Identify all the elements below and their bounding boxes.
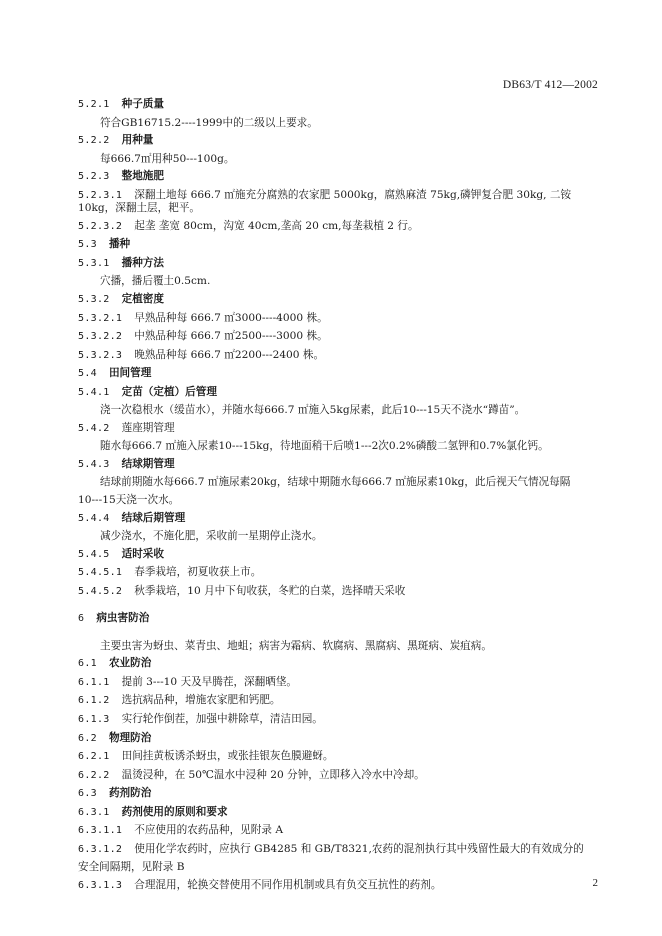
page-number: 2 <box>592 877 598 889</box>
clause-number: 5.2.3.2 <box>78 220 123 232</box>
numbered-clause <box>78 676 598 690</box>
clause-number: 5.4.5 <box>78 548 110 560</box>
clause-number: 6.1.3 <box>78 714 110 725</box>
clause-number: 6.1.2 <box>78 695 110 707</box>
body-paragraph <box>78 640 598 653</box>
clause-number: 5.3.2.2 <box>78 331 123 343</box>
numbered-clause <box>78 312 598 326</box>
clause-heading <box>78 257 598 271</box>
numbered-clause <box>78 769 598 783</box>
clause-number: 6 <box>78 613 85 625</box>
body-paragraph <box>78 530 598 543</box>
clause-heading <box>78 512 598 526</box>
numbered-clause <box>78 566 598 580</box>
section-spacer <box>78 603 598 612</box>
clause-number: 5.2.3.1 <box>78 189 123 201</box>
clause-title: 病虫害防治 <box>96 612 150 625</box>
paragraph-text: 随水每666.7 ㎡施入尿素10---15kg，待地面稍干后喷1---2次0.2%磷酸二氢钾和0.7%氯化钙。 <box>100 440 549 453</box>
numbered-clause <box>78 694 598 708</box>
clause-text: 春季栽培，初夏收获上市。 <box>134 566 262 579</box>
numbered-clause <box>78 585 598 599</box>
clause-title: 物理防治 <box>108 731 152 744</box>
clause-text: 选抗病品种，增施农家肥和钙肥。 <box>121 694 281 707</box>
clause-heading <box>78 548 598 562</box>
clause-title: 用种量 <box>121 134 154 147</box>
clause-heading <box>78 657 598 671</box>
clause-number: 5.4.4 <box>78 512 110 524</box>
clause-title: 药剂使用的原则和要求 <box>121 805 228 818</box>
clause-text: 莲座期管理 <box>121 421 175 434</box>
clause-title: 田间管理 <box>108 367 152 380</box>
clause-title: 适时采收 <box>121 547 164 560</box>
paragraph-text: 每666.7㎡用种50---100g。 <box>100 152 235 165</box>
body-paragraph <box>78 153 598 166</box>
paragraph-text: 浇一次稳根水（缓苗水），并随水每666.7 ㎡施入5kg尿素，此后10---15天不浇水“蹲苗”。 <box>100 404 526 417</box>
clause-number: 5.4.2 <box>78 422 110 434</box>
clause-number: 5.3.2 <box>78 293 110 305</box>
clause-heading <box>78 806 598 820</box>
clause-title: 结球后期管理 <box>121 511 186 524</box>
numbered-clause <box>78 189 598 215</box>
clause-heading <box>78 732 598 746</box>
clause-text: 提前 3---10 天及早腾茬，深翻晒垡。 <box>121 675 298 688</box>
clause-text: 中熟品种每 666.7 ㎡2500----3000 株。 <box>134 330 328 343</box>
clause-text: 深翻土地每 666.7 ㎡施充分腐熟的农家肥 5000kg，腐熟麻渣 75kg,磷钾复合肥 30kg, 二铵 10kg，深翻土层，耙平。 <box>78 188 572 215</box>
section-spacer <box>78 631 598 640</box>
numbered-clause <box>78 330 598 344</box>
clause-heading <box>78 98 598 112</box>
clause-number: 5.2.1 <box>78 99 110 110</box>
clause-title: 农业防治 <box>108 657 152 670</box>
clause-heading <box>78 134 598 148</box>
clause-number: 6.3.1 <box>78 806 110 818</box>
numbered-clause <box>78 750 598 764</box>
numbered-clause <box>78 422 598 436</box>
clause-title: 定植密度 <box>121 292 164 305</box>
paragraph-text: 符合GB16715.2----1999中的二级以上要求。 <box>100 116 318 129</box>
numbered-clause <box>78 824 598 838</box>
clause-heading <box>78 293 598 307</box>
paragraph-text: 10---15天浇一次水。 <box>78 493 180 506</box>
clause-text: 使用化学农药时，应执行 GB4285 和 GB/T8321,农药的混剂执行其中残留性最大的有效成分的 <box>134 842 584 855</box>
clause-text: 田间挂黄板诱杀蚜虫，或张挂银灰色膜避蚜。 <box>121 750 334 763</box>
clause-number: 6.3.1.3 <box>78 879 123 891</box>
numbered-clause <box>78 220 598 234</box>
clause-number: 6.3.1.2 <box>78 843 123 855</box>
clause-number: 6.2.1 <box>78 751 110 763</box>
paragraph-text: 减少浇水，不施化肥，采收前一星期停止浇水。 <box>100 530 323 543</box>
clause-title: 整地施肥 <box>121 170 164 183</box>
clause-title: 药剂防治 <box>108 787 152 800</box>
clause-number: 6.2.2 <box>78 769 110 781</box>
clause-number: 5.4.1 <box>78 386 110 398</box>
continuation-line <box>78 861 598 874</box>
clause-text: 晚熟品种每 666.7 ㎡2200---2400 株。 <box>134 348 325 361</box>
clause-text: 实行轮作倒茬，加强中耕除草，清洁田园。 <box>121 713 323 725</box>
clause-number: 5.2.3 <box>78 171 110 183</box>
body-paragraph <box>78 476 598 489</box>
clause-text: 起垄 垄宽 80cm，沟宽 40cm,垄高 20 cm,每垄栽植 2 行。 <box>134 219 419 232</box>
clause-number: 5.4.5.1 <box>78 567 123 579</box>
clause-heading <box>78 458 598 472</box>
clause-number: 5.2.2 <box>78 135 110 147</box>
clause-number: 5.3.2.1 <box>78 312 123 324</box>
standard-number: DB63/T 412—2002 <box>502 79 598 91</box>
clause-number: 5.3 <box>78 239 97 251</box>
clause-title: 定苗（定植）后管理 <box>121 385 217 398</box>
paragraph-text: 安全间隔期，见附录 B <box>78 861 185 874</box>
section-heading <box>78 612 598 626</box>
clause-text: 秋季栽培，10 月中下旬收获，冬贮的白菜，选择晴天采收 <box>134 584 406 597</box>
clause-number: 5.3.1 <box>78 257 110 269</box>
paragraph-text: 结球前期随水每666.7 ㎡施尿素20kg，结球中期随水每666.7 ㎡施尿素10kg，此后视天气情况每隔 <box>100 476 571 489</box>
clause-title: 结球期管理 <box>121 457 175 470</box>
body-paragraph <box>78 275 598 288</box>
clause-heading <box>78 787 598 801</box>
clause-heading <box>78 238 598 252</box>
clause-number: 5.4.3 <box>78 458 110 470</box>
numbered-clause <box>78 349 598 363</box>
clause-title: 种子质量 <box>121 98 164 110</box>
body-paragraph <box>78 404 598 417</box>
clause-text: 合理混用，轮换交替使用不同作用机制或具有负交互抗性的药剂。 <box>134 878 442 891</box>
clause-text: 温烫浸种，在 50℃温水中浸种 20 分钟，立即移入冷水中冷却。 <box>121 768 425 781</box>
clause-number: 6.1.1 <box>78 676 110 688</box>
numbered-clause <box>78 843 598 857</box>
clause-text: 不应使用的农药品种，见附录 A <box>134 824 283 837</box>
numbered-clause <box>78 879 598 893</box>
clause-title: 播种 <box>108 238 131 251</box>
numbered-clause <box>78 713 598 727</box>
clause-number: 5.4.5.2 <box>78 585 123 597</box>
body-paragraph <box>78 117 598 130</box>
continuation-line <box>78 494 598 507</box>
clause-number: 5.4 <box>78 368 97 380</box>
clause-number: 6.1 <box>78 658 97 670</box>
clause-heading <box>78 170 598 184</box>
paragraph-text: 穴播，播后覆土0.5cm. <box>100 275 211 288</box>
clause-title: 播种方法 <box>121 256 164 269</box>
clause-number: 5.3.2.3 <box>78 349 123 361</box>
paragraph-text: 主要虫害为蚜虫、菜青虫、地蛆；病害为霜病、软腐病、黑腐病、黑斑病、炭疽病。 <box>100 639 492 652</box>
body-paragraph <box>78 440 598 453</box>
clause-number: 6.2 <box>78 732 97 744</box>
clause-heading <box>78 367 598 381</box>
document-body <box>78 98 598 897</box>
clause-number: 6.3 <box>78 788 97 800</box>
clause-heading <box>78 386 598 400</box>
clause-number: 6.3.1.1 <box>78 825 123 837</box>
clause-text: 早熟品种每 666.7 ㎡3000----4000 株。 <box>134 311 328 324</box>
